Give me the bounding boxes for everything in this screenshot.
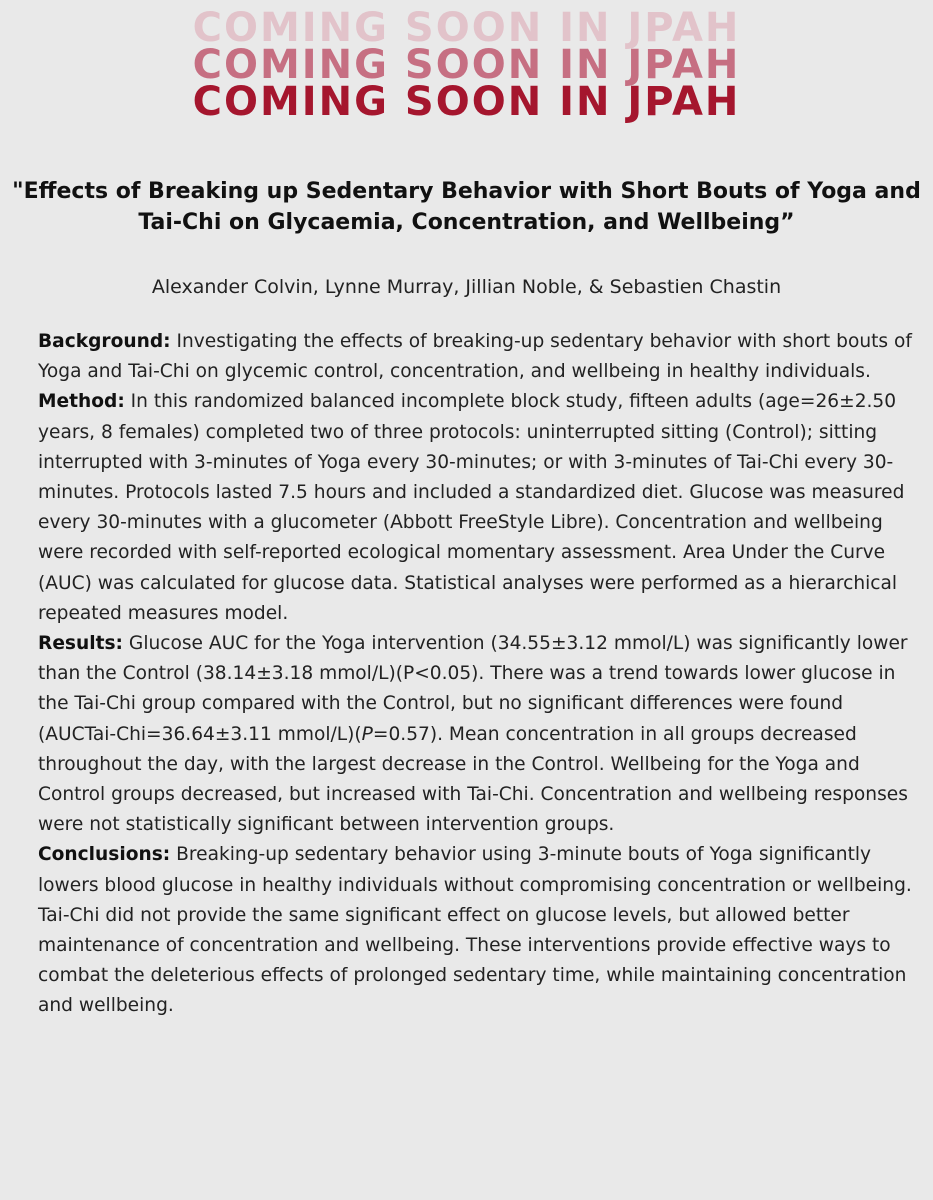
banner-line-medium: COMING SOON IN JPAH xyxy=(192,42,741,88)
coming-soon-banner xyxy=(0,5,933,125)
p-value-symbol: P xyxy=(361,723,373,745)
abstract-background xyxy=(38,327,918,387)
results-text-part2: =0.57). Mean concentration in all groups decreased throughout the day, with the largest decrease in the Control. Wellbeing for the Yoga and Control groups decreased, but increased with Tai-Chi. Concentration and wellbeing responses were not statistically significant between intervention groups. xyxy=(38,723,908,836)
banner-line-strong: COMING SOON IN JPAH xyxy=(192,79,741,125)
author-list: Alexander Colvin, Lynne Murray, Jillian Noble, & Sebastien Chastin xyxy=(151,276,782,298)
background-text: Investigating the effects of breaking-up sedentary behavior with short bouts of Yoga and Tai-Chi on glycemic control, concentration, and wellbeing in healthy individuals. xyxy=(38,331,912,383)
conclusions-text: Breaking-up sedentary behavior using 3-minute bouts of Yoga significantly lowers blood glucose in healthy individuals without compromising concentration or wellbeing. Tai-Chi did not provide the same significant effect on glucose levels, but allowed better maintenance of concentration and wellbeing. These interventions provide effective ways to combat the deleterious effects of prolonged sedentary time, while maintaining concentration and wellbeing. xyxy=(38,844,912,1017)
abstract-results xyxy=(38,629,918,840)
abstract xyxy=(38,327,918,1022)
results-label: Results: xyxy=(38,633,123,655)
banner-line-faded: COMING SOON IN JPAH xyxy=(192,5,741,51)
paper-title: "Effects of Breaking up Sedentary Behavior with Short Bouts of Yoga and Tai-Chi on Glycaemia, Concentration, and Wellbeing” xyxy=(12,179,921,235)
abstract-method xyxy=(38,387,918,629)
background-label: Background: xyxy=(38,331,171,352)
results-text-part1: Glucose AUC for the Yoga intervention (34.55±3.12 mmol/L) was significantly lower than the Control (38.14±3.18 mmol/L)(P<0.05). There was a trend towards lower glucose in the Tai-Chi group compared with the Control, but no significant differences were found (AUCTai-Chi=36.64±3.11 mmol/L)( xyxy=(38,633,908,745)
method-text: In this randomized balanced incomplete block study, fifteen adults (age=26±2.50 years, 8 females) completed two of three protocols: uninterrupted sitting (Control); sitting interrupted with 3-minutes of Yoga every 30-minutes; or with 3-minutes of Tai-Chi every 30-minutes. Protocols lasted 7.5 hours and included a standardized diet. Glucose was measured every 30-minutes with a glucometer (Abbott FreeStyle Libre). Concentration and wellbeing were recorded with self-reported ecological momentary assessment. Area Under the Curve (AUC) was calculated for glucose data. Statistical analyses were performed as a hierarchical repeated measures model. xyxy=(38,391,905,624)
method-label: Method: xyxy=(38,391,125,413)
conclusions-label: Conclusions: xyxy=(38,844,171,866)
abstract-conclusions xyxy=(38,840,918,1021)
